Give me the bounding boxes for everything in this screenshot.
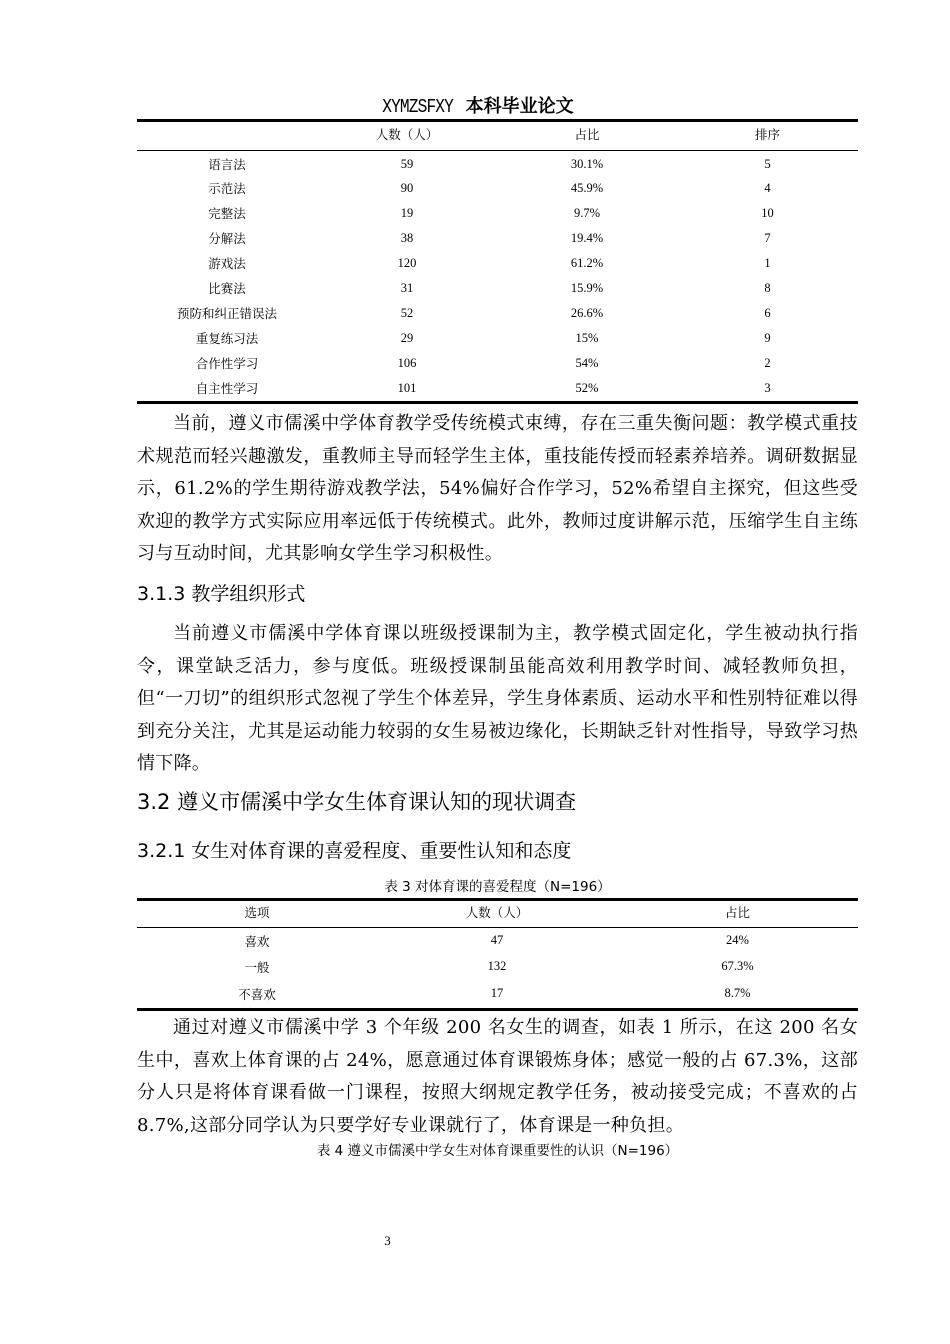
- table-row: [137, 276, 858, 301]
- table-row: [137, 251, 858, 276]
- cell-option: 喜欢: [244, 934, 270, 949]
- cell-method: 自主性学习: [195, 382, 259, 397]
- column-header: 选项: [244, 906, 270, 920]
- page-header: [0, 94, 950, 119]
- cell-percent: 15.9%: [570, 280, 604, 295]
- header-latin: XYMZSFXY: [382, 96, 454, 118]
- cell-method: 预防和纠正错误法: [176, 307, 277, 321]
- cell-count: 52: [400, 305, 414, 320]
- cell-percent: 67.3%: [721, 959, 754, 973]
- column-header: 排序: [754, 128, 780, 142]
- cell-method: 语言法: [208, 158, 246, 173]
- cell-rank: 1: [764, 255, 771, 270]
- table-row: [137, 980, 858, 1010]
- cell-percent: 30.1%: [570, 156, 604, 171]
- cell-rank: 9: [764, 330, 771, 345]
- cell-count: 38: [400, 230, 414, 245]
- paragraph-survey-results: 通过对遵义市儒溪中学 3 个年级 200 名女生的调查，如表 1 所示，在这 200 名女生中，喜欢上体育课的占 24%，愿意通过体育课锻炼身体；感觉一般的占 67.3%，这部分人只是将体育课看做一门课程，按照大纲规定教学任务，被动接受完成；不喜欢的占 8.7%,这部分同学认为只要学好专业课就行了，体育课是一种负担。: [137, 1017, 858, 1136]
- cell-rank: 3: [764, 380, 771, 395]
- cell-method: 完整法: [208, 207, 246, 221]
- cell-percent: 61.2%: [570, 255, 604, 270]
- cell-count: 106: [397, 355, 417, 370]
- table-row: [137, 376, 858, 403]
- paragraph-teaching-organization: 当前遵义市儒溪中学体育课以班级授课制为主，教学模式固定化，学生被动执行指令，课堂缺乏活力，参与度低。班级授课制虽能高效利用教学时间、减轻教师负担，但“一刀切”的组织形式忽视了学生个体差异，学生身体素质、运动水平和性别特征难以得到充分关注，尤其是运动能力较弱的女生易被边缘化，长期缺乏针对性指导，导致学习热情下降。: [137, 623, 858, 774]
- table-row: [137, 351, 858, 376]
- cell-rank: 6: [764, 305, 771, 320]
- table-3-caption: 表 3 对体育课的喜爱程度（N=196）: [384, 879, 611, 895]
- table-header-row: [137, 121, 858, 151]
- cell-count: 101: [397, 380, 417, 395]
- table-row: [137, 226, 858, 251]
- cell-rank: 10: [761, 205, 774, 220]
- section-heading-3-1-3: 3.1.3 教学组织形式: [137, 583, 306, 605]
- cell-option: 不喜欢: [238, 987, 276, 1002]
- cell-count: 17: [490, 986, 504, 1001]
- table-header-row: [137, 900, 858, 928]
- cell-percent: 26.6%: [570, 305, 604, 320]
- column-header: 人数（人）: [465, 906, 529, 920]
- cell-count: 29: [400, 330, 414, 345]
- cell-count: 19: [400, 205, 414, 220]
- cell-percent: 45.9%: [570, 180, 604, 195]
- cell-method: 游戏法: [208, 257, 246, 271]
- cell-percent: 8.7%: [724, 986, 751, 1001]
- section-heading-3-2-1: 3.2.1 女生对体育课的喜爱程度、重要性认知和态度: [137, 840, 572, 862]
- table-row: [137, 954, 858, 980]
- cell-rank: 2: [764, 355, 771, 370]
- cell-rank: 7: [764, 230, 771, 245]
- paragraph-teaching-mode: 当前，遵义市儒溪中学体育教学受传统模式束缚，存在三重失衡问题：教学模式重技术规范而轻兴趣激发，重教师主导而轻学生主体，重技能传授而轻素养培养。调研数据显示，61.2%的学生期待游戏教学法，54%偏好合作学习，52%希望自主探究，但这些受欢迎的教学方式实际应用率远低于传统模式。此外，教师过度讲解示范，压缩学生自主练习与互动时间，尤其影响女学生学习积极性。: [137, 413, 858, 564]
- section-heading-3-2: 3.2 遵义市儒溪中学女生体育课认知的现状调查: [137, 790, 577, 814]
- cell-percent: 15%: [575, 330, 599, 345]
- table-row: [137, 151, 858, 176]
- cell-percent: 9.7%: [573, 205, 601, 220]
- cell-rank: 5: [764, 156, 771, 171]
- table-row: [137, 176, 858, 201]
- cell-count: 59: [400, 156, 414, 171]
- cell-method: 重复练习法: [195, 332, 259, 346]
- cell-count: 120: [397, 255, 417, 270]
- cell-count: 90: [400, 180, 414, 195]
- table-row: [137, 301, 858, 326]
- cell-count: 132: [487, 959, 507, 973]
- table-row: [137, 201, 858, 226]
- page-number: 3: [384, 1233, 391, 1248]
- cell-rank: 4: [764, 180, 771, 195]
- cell-option: 一般: [244, 960, 270, 975]
- cell-rank: 8: [764, 280, 771, 295]
- cell-percent: 54%: [575, 355, 599, 370]
- cell-percent: 19.4%: [570, 230, 604, 245]
- column-header: 人数（人）: [375, 128, 439, 142]
- column-header: [137, 121, 317, 151]
- pe-preference-table: [137, 898, 858, 1011]
- cell-method: 合作性学习: [195, 357, 259, 371]
- teaching-methods-table: [137, 119, 858, 404]
- column-header: 占比: [724, 906, 750, 920]
- table-row: [137, 928, 858, 954]
- cell-method: 比赛法: [208, 282, 246, 296]
- table-row: [137, 326, 858, 351]
- cell-method: 示范法: [208, 182, 246, 196]
- cell-count: 31: [400, 280, 414, 295]
- column-header: 占比: [574, 128, 600, 142]
- table-4-caption: 表 4 遵义市儒溪中学女生对体育课重要性的认识（N=196）: [316, 1143, 679, 1159]
- cell-percent: 24%: [726, 933, 749, 948]
- cell-percent: 52%: [575, 380, 599, 395]
- header-title: 本科毕业论文: [465, 96, 574, 117]
- cell-method: 分解法: [208, 232, 246, 246]
- cell-count: 47: [490, 933, 504, 948]
